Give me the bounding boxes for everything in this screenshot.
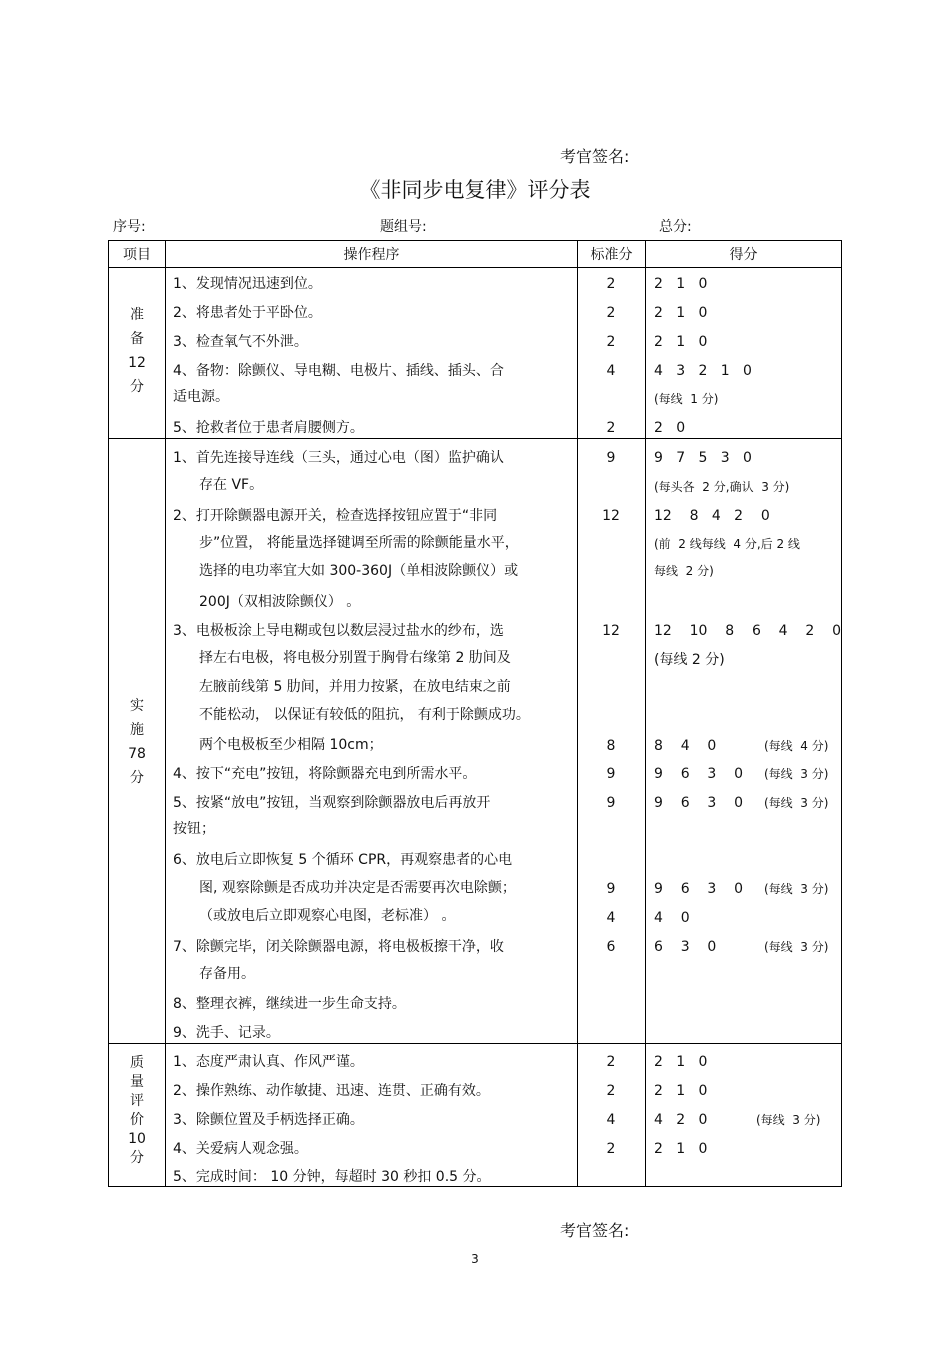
prep-score-4-note: (每线 1 分): [654, 392, 719, 406]
prep-score-4: 4 3 2 1 0: [654, 363, 752, 379]
prep-step-5: 5、抢救者位于患者肩腰侧方。: [173, 420, 364, 436]
impl-std-6c: 4: [606, 910, 616, 926]
quality-score-1: 2 1 0: [654, 1054, 708, 1070]
prep-std-4: 4: [606, 363, 616, 379]
prep-std-5: 2: [606, 420, 616, 436]
impl-step-1b: 存在 VF。: [199, 477, 264, 493]
impl-std-6: 9: [606, 881, 616, 897]
impl-std-4: 9: [606, 766, 616, 782]
impl-score-6: 9 6 3 0: [654, 881, 744, 897]
prep-std-1: 2: [606, 276, 616, 292]
serial-label: 序号:: [113, 219, 146, 235]
impl-std-2: 12: [602, 508, 620, 524]
prep-std-2: 2: [606, 305, 616, 321]
prep-score-2: 2 1 0: [654, 305, 708, 321]
impl-step-2b: 步”位置， 将能量选择键调至所需的除颤能量水平，: [199, 535, 519, 551]
impl-score-2-note2: 每线 2 分): [654, 564, 714, 578]
examiner-signature-bottom: 考官签名:: [560, 1221, 630, 1240]
page-title: 《非同步电复律》评分表: [359, 178, 591, 202]
prep-step-4b: 适电源。: [173, 389, 229, 405]
impl-score-7-note: (每线 3 分): [764, 940, 829, 954]
quality-item-1: 1、态度严肃认真、作风严谨。: [173, 1054, 364, 1070]
quality-score-3-note: (每线 3 分): [756, 1113, 821, 1127]
impl-step-2d: 200J（双相波除颤仪） 。: [199, 594, 361, 610]
impl-score-3e: 8 4 0: [654, 738, 717, 754]
prep-score-3: 2 1 0: [654, 334, 708, 350]
quality-score-3: 4 2 0: [654, 1112, 708, 1128]
quality-std-4: 2: [606, 1141, 616, 1157]
impl-step-5b: 按钮；: [173, 821, 215, 837]
prep-step-4a: 4、备物：除颤仪、导电糊、电极片、插线、插头、合: [173, 363, 504, 379]
impl-score-4-note: (每线 3 分): [764, 767, 829, 781]
section-impl-category: 实 施 78 分: [128, 698, 146, 786]
impl-step-8: 8、整理衣裤，继续进一步生命支持。: [173, 996, 406, 1012]
quality-std-2: 2: [606, 1083, 616, 1099]
impl-step-5a: 5、按紧“放电”按钮，当观察到除颤器放电后再放开: [173, 795, 491, 811]
impl-score-3e-note: (每线 4 分): [764, 739, 829, 753]
impl-score-2: 12 8 4 2 0: [654, 508, 770, 524]
impl-step-6c: （或放电后立即观察心电图，老标准） 。: [199, 908, 456, 924]
header-category: 项目: [123, 247, 151, 263]
impl-score-4: 9 6 3 0: [654, 766, 744, 782]
impl-std-7: 6: [606, 939, 616, 955]
page-number: 3: [471, 1252, 479, 1266]
impl-step-9: 9、洗手、记录。: [173, 1025, 280, 1041]
impl-step-6a: 6、放电后立即恢复 5 个循环 CPR，再观察患者的心电: [173, 852, 513, 868]
group-label: 题组号:: [380, 219, 427, 235]
impl-score-1-note: (每头各 2 分,确认 3 分): [654, 480, 790, 494]
impl-step-7b: 存备用。: [199, 966, 255, 982]
section-quality-category: 质 量 评 价 10 分: [128, 1055, 146, 1166]
header-procedure: 操作程序: [343, 247, 400, 263]
prep-score-1: 2 1 0: [654, 276, 708, 292]
impl-score-2-note1: (前 2 线每线 4 分,后 2 线: [654, 537, 800, 551]
impl-std-3: 12: [602, 623, 620, 639]
quality-score-4: 2 1 0: [654, 1141, 708, 1157]
impl-score-3: 12 10 8 6 4 2 0: [654, 623, 841, 639]
section-prep-category: 准 备 12 分: [128, 307, 146, 395]
impl-step-7a: 7、除颤完毕，闭关除颤器电源，将电极板擦干净，收: [173, 939, 504, 955]
total-label: 总分:: [659, 219, 692, 235]
quality-std-1: 2: [606, 1054, 616, 1070]
impl-std-3e: 8: [606, 738, 616, 754]
header-standard: 标准分: [590, 247, 633, 263]
impl-step-3b: 择左右电极，将电极分别置于胸骨右缘第 2 肋间及: [199, 650, 511, 666]
impl-step-3e: 两个电极板至少相隔 10cm；: [199, 737, 383, 753]
prep-step-2: 2、将患者处于平卧位。: [173, 305, 322, 321]
quality-score-2: 2 1 0: [654, 1083, 708, 1099]
quality-std-3: 4: [606, 1112, 616, 1128]
quality-item-3: 3、除颤位置及手柄选择正确。: [173, 1112, 364, 1128]
impl-score-6c: 4 0: [654, 910, 690, 926]
impl-step-2a: 2、打开除颤器电源开关，检查选择按钮应置于“非同: [173, 508, 498, 524]
header-score: 得分: [729, 247, 758, 263]
impl-step-4: 4、按下“充电”按钮，将除颤器充电到所需水平。: [173, 766, 477, 782]
impl-std-1: 9: [606, 450, 616, 466]
impl-step-6b: 图, 观察除颤是否成功并决定是否需要再次电除颤；: [199, 880, 516, 896]
prep-step-1: 1、发现情况迅速到位。: [173, 276, 322, 292]
impl-score-5-note: (每线 3 分): [764, 796, 829, 810]
impl-score-1: 9 7 5 3 0: [654, 450, 752, 466]
quality-item-2: 2、操作熟练、动作敏捷、迅速、连贯、正确有效。: [173, 1083, 490, 1099]
examiner-signature-top: 考官签名:: [560, 147, 630, 166]
impl-step-3c: 左腋前线第 5 肋间，并用力按紧，在放电结束之前: [199, 679, 511, 695]
impl-step-2c: 选择的电功率宜大如 300-360J（单相波除颤仪）或: [199, 563, 519, 579]
impl-score-7: 6 3 0: [654, 939, 717, 955]
quality-item-4: 4、关爱病人观念强。: [173, 1141, 308, 1157]
quality-item-5: 5、完成时间： 10 分钟，每超时 30 秒扣 0.5 分。: [173, 1169, 491, 1185]
prep-score-5: 2 0: [654, 420, 686, 436]
impl-score-6-note: (每线 3 分): [764, 882, 829, 896]
prep-std-3: 2: [606, 334, 616, 350]
impl-score-5: 9 6 3 0: [654, 795, 744, 811]
impl-step-3d: 不能松动， 以保证有较低的阻抗， 有利于除颤成功。: [199, 707, 530, 723]
impl-score-3-note: (每线 2 分): [654, 652, 725, 668]
prep-step-3: 3、检查氧气不外泄。: [173, 334, 308, 350]
impl-step-1a: 1、首先连接导连线（三头，通过心电（图）监护确认: [173, 450, 504, 466]
impl-std-5: 9: [606, 795, 616, 811]
impl-step-3a: 3、电极板涂上导电糊或包以数层浸过盐水的纱布，选: [173, 623, 504, 639]
